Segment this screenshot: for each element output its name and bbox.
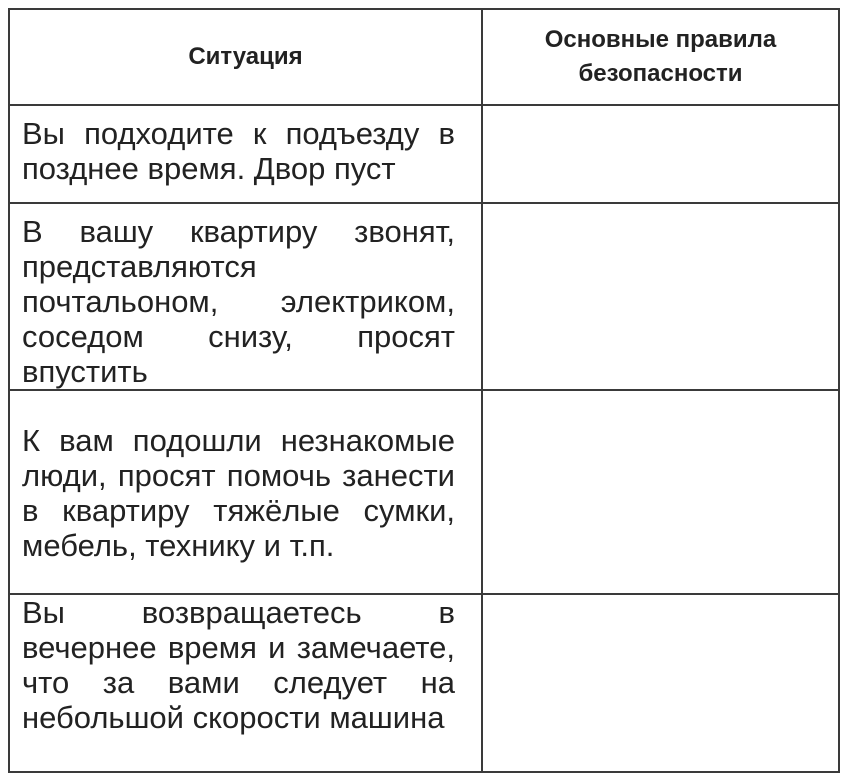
rules-cell <box>482 203 839 390</box>
situation-cell <box>9 203 482 390</box>
table-row <box>9 105 839 203</box>
situation-text: В вашу квартиру звонят, представляются почтальоном, электриком, соседом снизу, просят впустить <box>22 214 455 389</box>
table-row <box>9 390 839 594</box>
table-row <box>9 203 839 390</box>
situation-text: Вы подходите к подъезду в позднее время. Двор пуст <box>22 116 455 186</box>
header-rules: Основные правила безопасности <box>482 9 839 105</box>
safety-rules-table <box>8 8 840 773</box>
rules-cell <box>482 105 839 203</box>
situation-text: К вам подошли незнакомые люди, просят помочь занести в квартиру тяжёлые сумки, мебель, технику и т.п. <box>22 423 455 563</box>
rules-cell <box>482 390 839 594</box>
header-situation: Ситуация <box>9 9 482 105</box>
table-row <box>9 594 839 772</box>
situation-cell <box>9 390 482 594</box>
situation-cell <box>9 105 482 203</box>
rules-cell <box>482 594 839 772</box>
header-row <box>9 9 839 105</box>
situation-text: Вы возвращаетесь в вечернее время и замечаете, что за вами следует на небольшой скорости машина <box>22 595 455 735</box>
situation-cell <box>9 594 482 772</box>
